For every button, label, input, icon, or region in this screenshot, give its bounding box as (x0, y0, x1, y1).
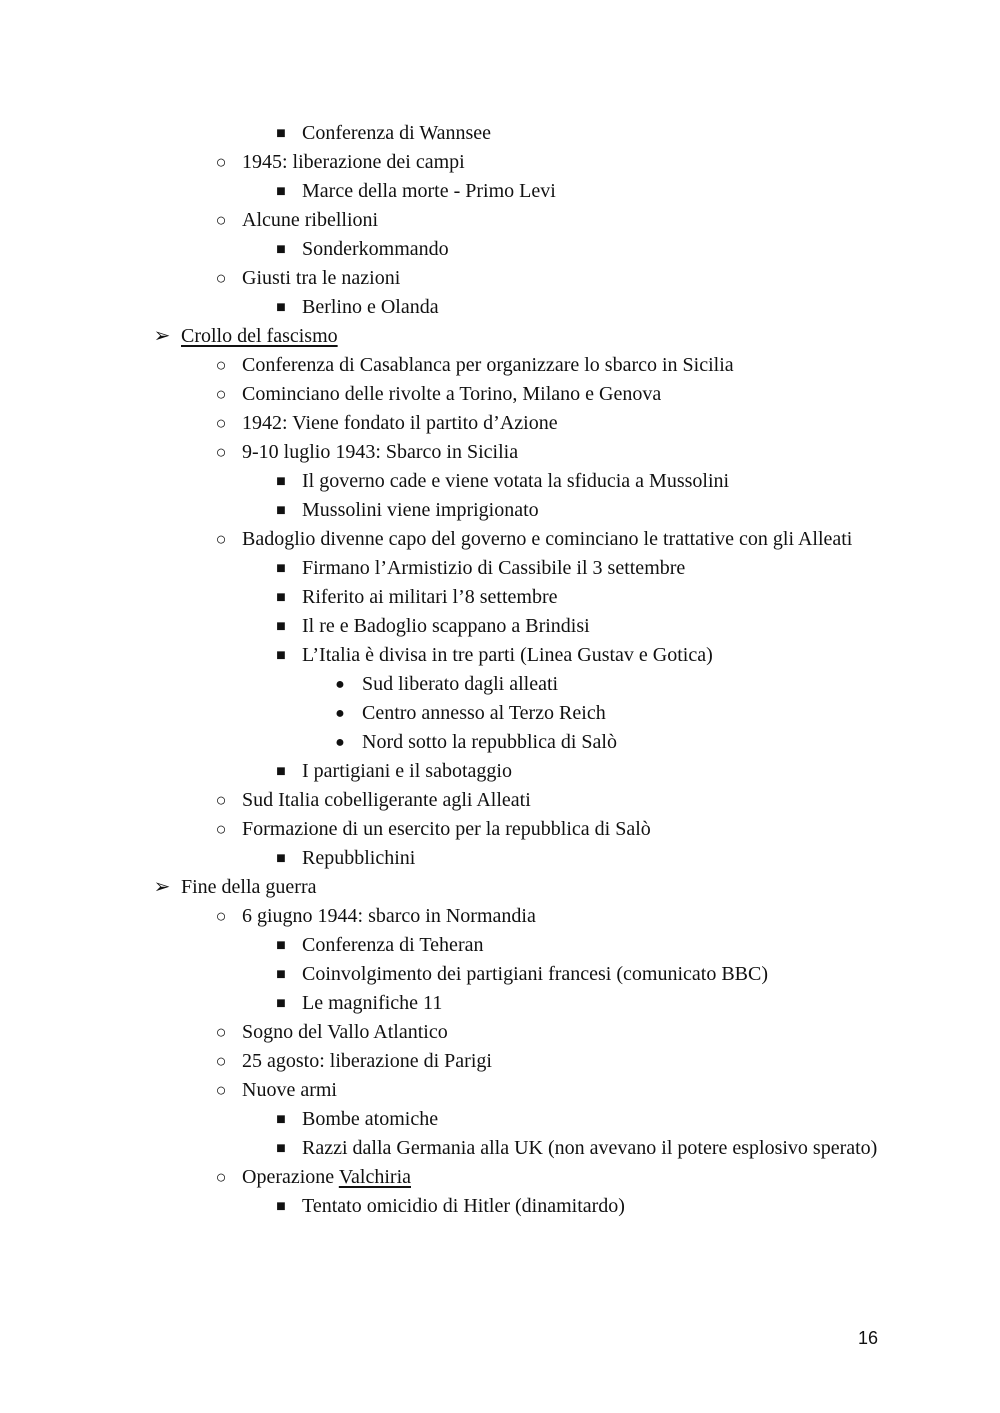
outline-item-text: Bombe atomiche (302, 1108, 439, 1130)
outline-item-text: Cominciano delle rivolte a Torino, Milano e Genova (242, 383, 662, 405)
outline-item-text: Fine della guerra (181, 876, 317, 898)
underlined-term: Valchiria (338, 1166, 411, 1188)
circle-bullet-icon: ○ (215, 355, 227, 375)
square-bullet-icon: ■ (276, 966, 286, 983)
outline-item-text: Operazione Valchiria (242, 1166, 411, 1188)
circle-bullet-icon: ○ (215, 210, 227, 230)
outline-item-text: L’Italia è divisa in tre parti (Linea Gustav e Gotica) (302, 644, 713, 666)
outline-item-text: Riferito ai militari l’8 settembre (302, 586, 558, 608)
outline-item-text: Le magnifiche 11 (302, 992, 443, 1014)
outline-item-level-3 (0, 554, 1000, 583)
outline-item-text: Nuove armi (242, 1079, 337, 1101)
outline-item-level-3 (0, 1192, 1000, 1221)
outline-item-text: Formazione di un esercito per la repubblica di Salò (242, 818, 651, 840)
outline-item-level-3 (0, 612, 1000, 641)
outline-item-level-3 (0, 1105, 1000, 1134)
outline-item-text: Nord sotto la repubblica di Salò (362, 731, 617, 753)
outline-item-level-3 (0, 844, 1000, 873)
square-bullet-icon: ■ (276, 850, 286, 867)
circle-bullet-icon: ○ (215, 442, 227, 462)
square-bullet-icon: ■ (276, 183, 286, 200)
dot-bullet-icon: ● (335, 734, 345, 751)
outline-item-level-3 (0, 989, 1000, 1018)
outline-item-text: 6 giugno 1944: sbarco in Normandia (242, 905, 536, 927)
square-bullet-icon: ■ (276, 241, 286, 258)
dot-bullet-icon: ● (335, 676, 345, 693)
outline-item-text: Mussolini viene imprigionato (302, 499, 539, 521)
outline-item-text: 1942: Viene fondato il partito d’Azione (242, 412, 558, 434)
square-bullet-icon: ■ (276, 502, 286, 519)
outline-item-text: Badoglio divenne capo del governo e cominciano le trattative con gli Alleati (242, 528, 853, 550)
outline-item-level-3 (0, 1134, 1000, 1163)
arrowhead-bullet-icon: ➢ (153, 325, 171, 347)
circle-bullet-icon: ○ (215, 152, 227, 172)
outline-item-level-2 (0, 148, 1000, 177)
square-bullet-icon: ■ (276, 647, 286, 664)
outline-item-text: Firmano l’Armistizio di Cassibile il 3 settembre (302, 557, 686, 579)
outline-item-level-2 (0, 1076, 1000, 1105)
page-number: 16 (857, 1328, 878, 1348)
outline-item-level-2 (0, 902, 1000, 931)
circle-bullet-icon: ○ (215, 1080, 227, 1100)
outline-item-text: Sogno del Vallo Atlantico (242, 1021, 448, 1043)
outline-item-level-3 (0, 119, 1000, 148)
outline-item-text: Marce della morte - Primo Levi (302, 180, 556, 202)
square-bullet-icon: ■ (276, 995, 286, 1012)
outline-item-level-3 (0, 757, 1000, 786)
square-bullet-icon: ■ (276, 763, 286, 780)
square-bullet-icon: ■ (276, 618, 286, 635)
circle-bullet-icon: ○ (215, 268, 227, 288)
outline-item-level-2 (0, 815, 1000, 844)
square-bullet-icon: ■ (276, 125, 286, 142)
square-bullet-icon: ■ (276, 299, 286, 316)
square-bullet-icon: ■ (276, 1198, 286, 1215)
circle-bullet-icon: ○ (215, 1167, 227, 1187)
outline-item-level-3 (0, 960, 1000, 989)
square-bullet-icon: ■ (276, 473, 286, 490)
outline-item-level-4 (0, 728, 1000, 757)
outline-item-text: Il governo cade e viene votata la sfiducia a Mussolini (302, 470, 730, 492)
circle-bullet-icon: ○ (215, 906, 227, 926)
outline-item-level-2 (0, 206, 1000, 235)
outline-item-level-3 (0, 467, 1000, 496)
outline-item-level-3 (0, 235, 1000, 264)
outline-item-level-1 (0, 873, 1000, 902)
outline-item-level-3 (0, 583, 1000, 612)
outline-item-text: Il re e Badoglio scappano a Brindisi (302, 615, 590, 637)
outline-item-text: Conferenza di Teheran (302, 934, 484, 956)
outline-item-level-3 (0, 931, 1000, 960)
outline-item-level-2 (0, 409, 1000, 438)
outline-item-text: Sud liberato dagli alleati (362, 673, 559, 695)
circle-bullet-icon: ○ (215, 819, 227, 839)
outline-item-text: Razzi dalla Germania alla UK (non avevano il potere esplosivo sperato) (302, 1137, 878, 1159)
outline-item-text: Coinvolgimento dei partigiani francesi (comunicato BBC) (302, 963, 769, 985)
outline-item-text: 1945: liberazione dei campi (242, 151, 465, 173)
circle-bullet-icon: ○ (215, 413, 227, 433)
circle-bullet-icon: ○ (215, 790, 227, 810)
outline-item-level-3 (0, 293, 1000, 322)
outline-item-level-1 (0, 322, 1000, 351)
outline-item-text: Giusti tra le nazioni (242, 267, 401, 289)
outline-item-text: Berlino e Olanda (302, 296, 439, 318)
circle-bullet-icon: ○ (215, 1022, 227, 1042)
outline-item-text: Centro annesso al Terzo Reich (362, 702, 606, 724)
circle-bullet-icon: ○ (215, 384, 227, 404)
outline-item-level-2 (0, 380, 1000, 409)
outline-item-text: Alcune ribellioni (242, 209, 379, 231)
square-bullet-icon: ■ (276, 937, 286, 954)
outline-item-level-4 (0, 670, 1000, 699)
outline-item-level-2 (0, 264, 1000, 293)
outline-item-text: 25 agosto: liberazione di Parigi (242, 1050, 492, 1072)
circle-bullet-icon: ○ (215, 1051, 227, 1071)
outline-item-level-3 (0, 177, 1000, 206)
square-bullet-icon: ■ (276, 589, 286, 606)
outline-item-level-3 (0, 641, 1000, 670)
circle-bullet-icon: ○ (215, 529, 227, 549)
outline-item-level-2 (0, 786, 1000, 815)
arrowhead-bullet-icon: ➢ (153, 876, 171, 898)
square-bullet-icon: ■ (276, 1111, 286, 1128)
square-bullet-icon: ■ (276, 1140, 286, 1157)
square-bullet-icon: ■ (276, 560, 286, 577)
outline-item-text: Crollo del fascismo (181, 325, 338, 347)
outline-item-text: Repubblichini (302, 847, 416, 869)
outline-item-level-4 (0, 699, 1000, 728)
outline-item-text: 9-10 luglio 1943: Sbarco in Sicilia (242, 441, 519, 463)
outline-item-text: Conferenza di Casablanca per organizzare lo sbarco in Sicilia (242, 354, 734, 376)
outline-item-level-2 (0, 351, 1000, 380)
outline-item-text: Sonderkommando (302, 238, 449, 260)
outline-item-level-2 (0, 1018, 1000, 1047)
outline-item-level-2 (0, 1047, 1000, 1076)
outline-item-text: I partigiani e il sabotaggio (302, 760, 512, 782)
bullet-outline (0, 119, 1000, 1221)
outline-item-level-2 (0, 525, 1000, 554)
outline-item-text: Tentato omicidio di Hitler (dinamitardo) (302, 1195, 625, 1217)
dot-bullet-icon: ● (335, 705, 345, 722)
outline-item-level-2 (0, 1163, 1000, 1192)
outline-item-text: Conferenza di Wannsee (302, 122, 492, 144)
outline-item-text: Sud Italia cobelligerante agli Alleati (242, 789, 531, 811)
outline-item-level-2 (0, 438, 1000, 467)
outline-item-level-3 (0, 496, 1000, 525)
